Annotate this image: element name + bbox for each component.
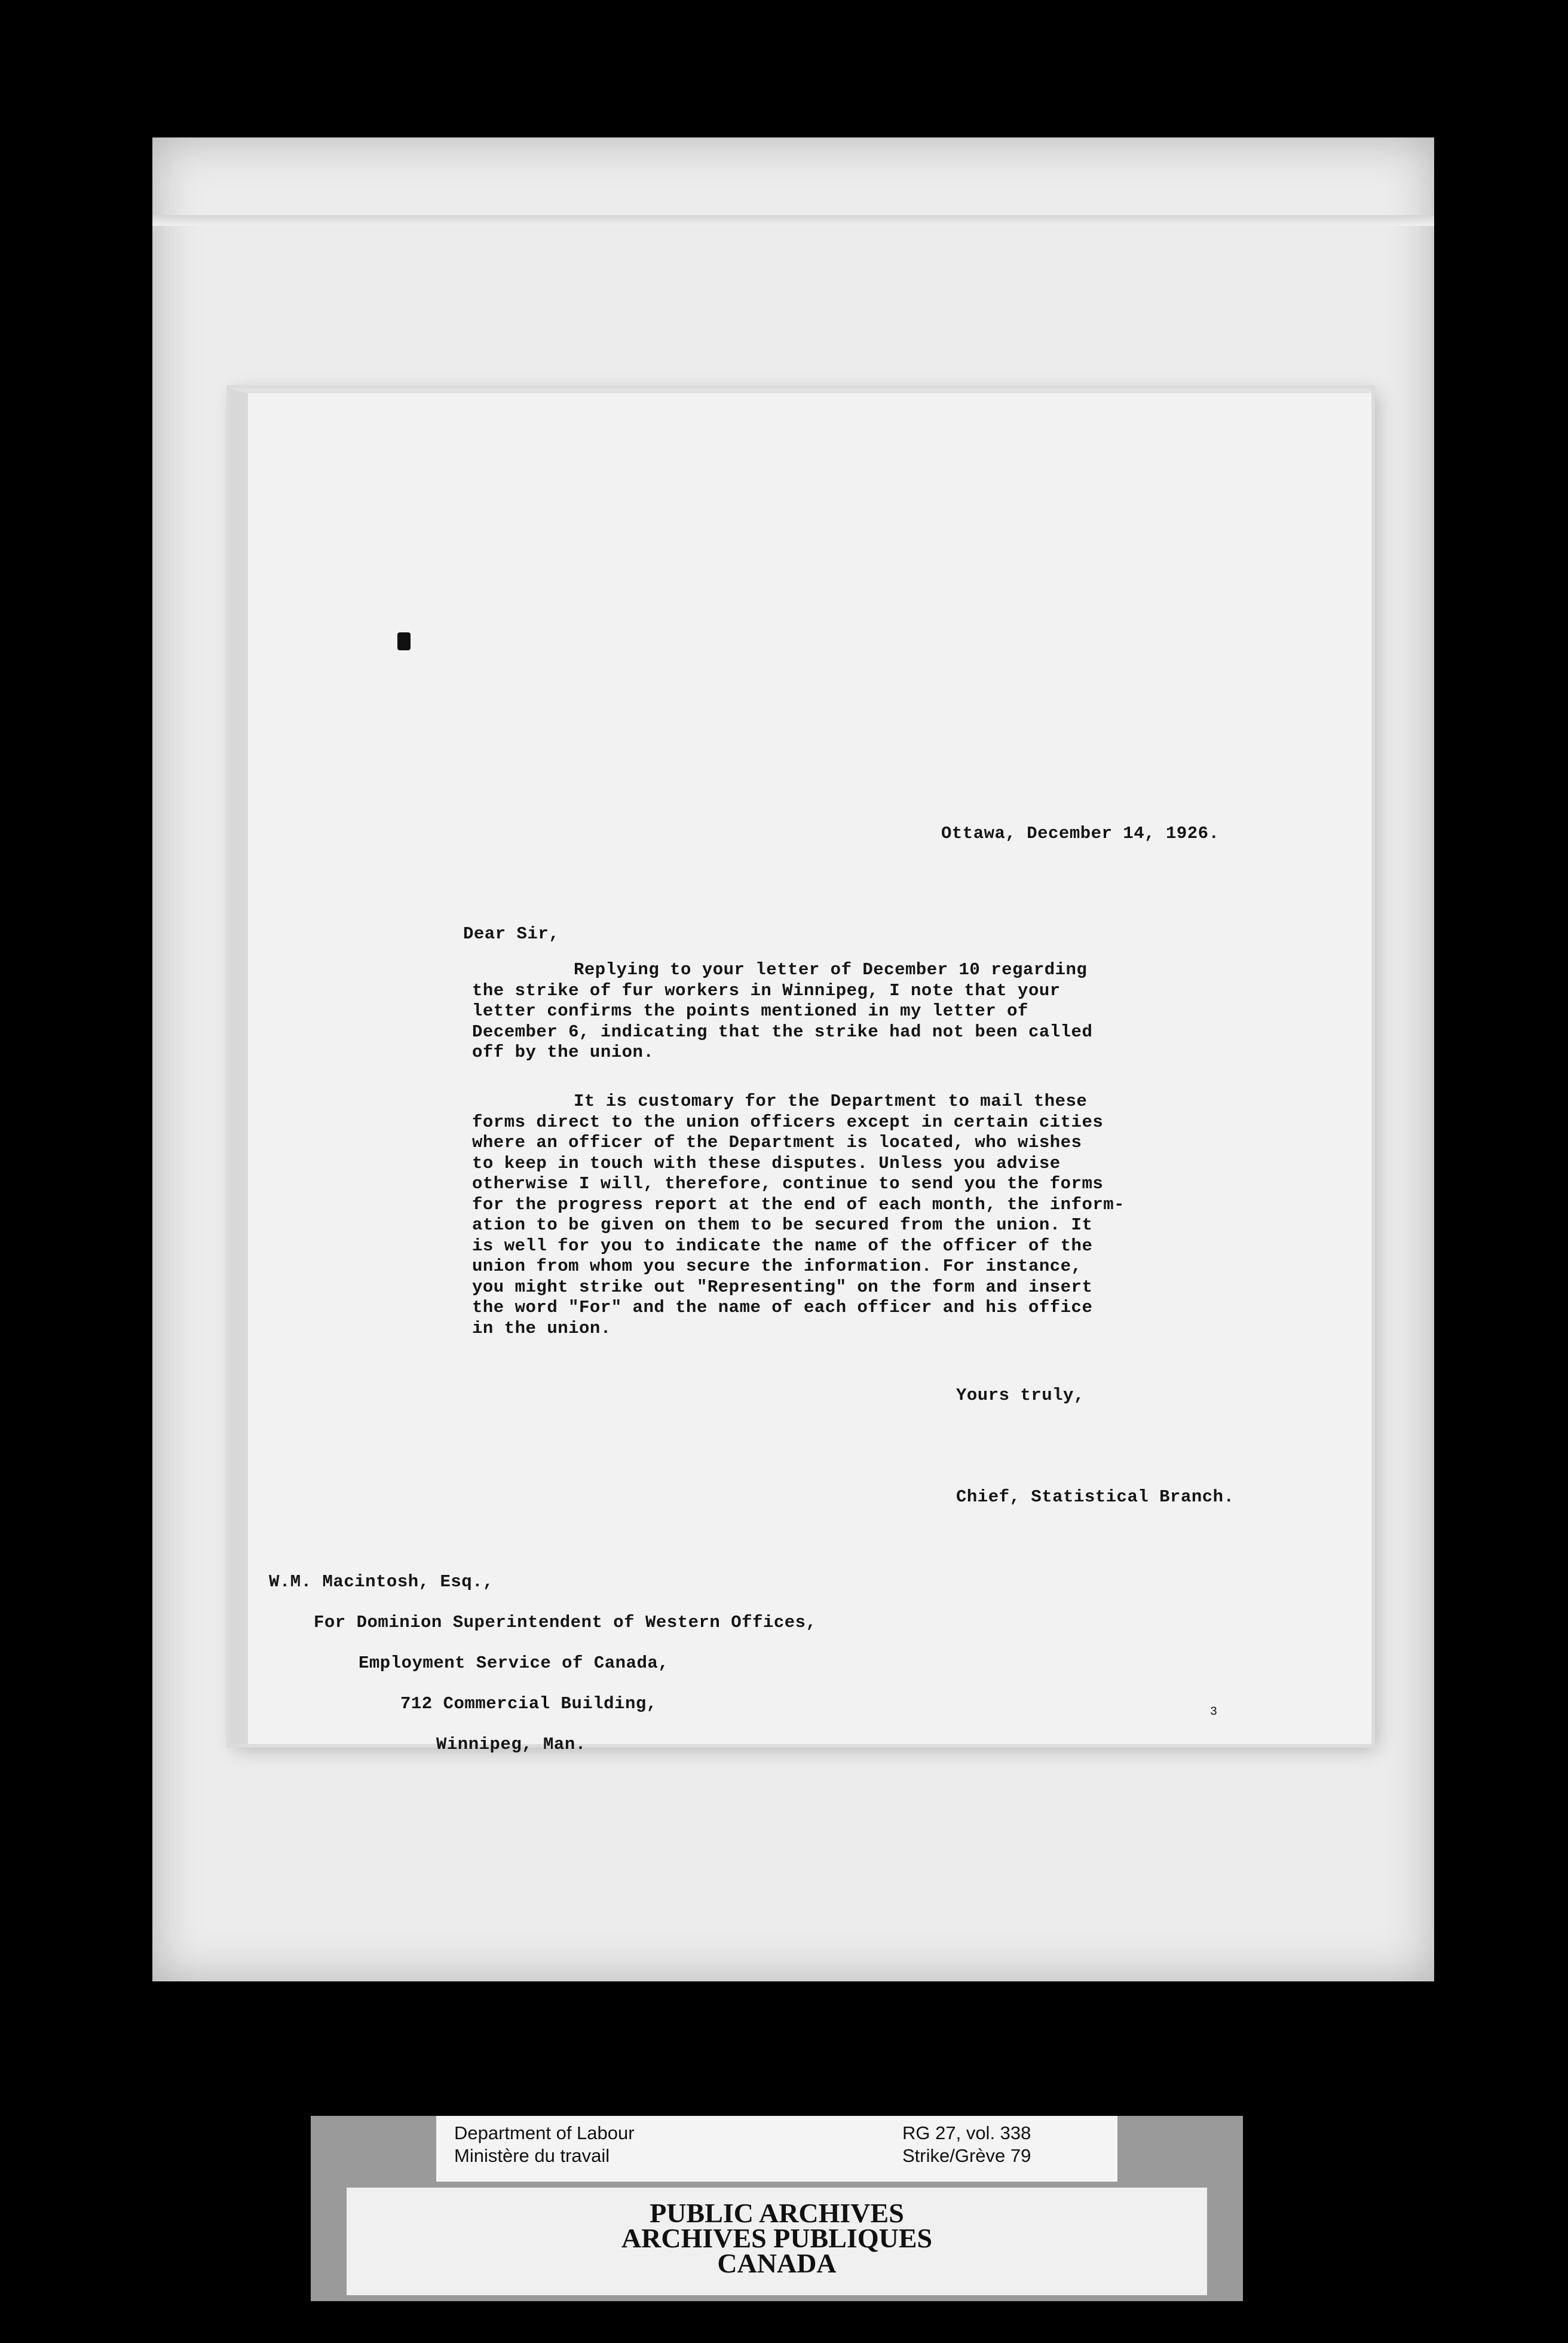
punch-hole [397,632,411,650]
archive-label [311,2116,1243,2301]
stamp-line-1: PUBLIC ARCHIVES [650,2198,904,2228]
label-top [436,2116,1117,2182]
stamp-line-2: ARCHIVES PUBLIQUES [621,2223,933,2253]
addressee-line-2: For Dominion Superintendent of Western Offices, [314,1613,817,1632]
address-block [269,1552,816,1775]
reference: RG 27, vol. 338 [902,2122,1031,2143]
label-stamp [347,2188,1207,2295]
department-english: Department of Labour [454,2122,635,2143]
addressee-name: W.M. Macintosh, Esq., [269,1572,494,1592]
stamp-line-3: CANADA [717,2248,837,2278]
department-french: Ministère du travail [454,2145,610,2166]
file: Strike/Grève 79 [902,2145,1031,2166]
letter-sheet [230,389,1371,1754]
mount-board [152,137,1434,1981]
date-line: Ottawa, December 14, 1926. [941,824,1220,843]
closing: Yours truly, [956,1385,1085,1405]
addressee-line-5: Winnipeg, Man. [436,1735,586,1754]
addressee-line-4: 712 Commercial Building, [400,1694,657,1714]
paragraph-2: It is customary for the Department to mail these forms direct to the union officers except in certain cities where an officer of the Department is located, who wishes to keep in touch with these disputes. Unless you advise otherwise I will, therefore, continue to send you the forms for the progress report at the end of each month, the inform- ation to be given on them to be secured from the union. It is well for you to indicate the name of the officer of the union from whom you secure the information. For instance, you might strike out "Representing" on the form and insert the word "For" and the name of each officer and his office in the union. [472,1091,1125,1338]
paragraph-1: Replying to your letter of December 10 regarding the strike of fur workers in Winnipeg, I note that your letter confirms the points mentioned in my letter of December 6, indicating that the strike had not been called off by the union. [472,960,1093,1062]
label-right [902,2122,1031,2167]
label-left [454,2122,635,2167]
signature-title: Chief, Statistical Branch. [956,1487,1235,1507]
page-mark: 3 [1210,1705,1218,1719]
salutation: Dear Sir, [463,924,560,944]
addressee-line-3: Employment Service of Canada, [359,1653,669,1673]
